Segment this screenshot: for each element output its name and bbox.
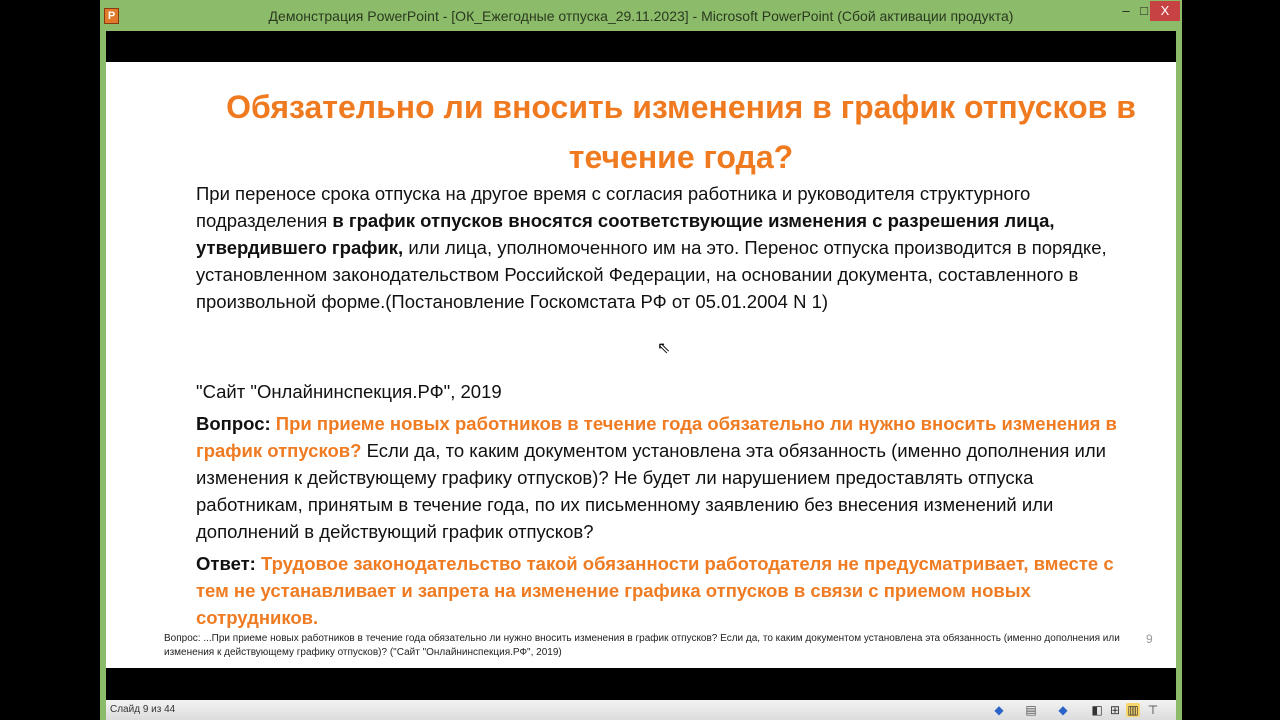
answer-highlight: Трудовое законодательство такой обязанности работодателя не предусматривает, вместе с тем не устанавливает и запрета на изменение графика отпусков в связи с приемом новых сотрудников. (196, 553, 1114, 628)
question-text: Если да, то каким документом установлена эта обязанность (именно дополнения или изменения к действующему графику отпусков)? Не будет ли нарушением предоставлять отпуска работникам, принятым в течение года, по их письменному заявлению без внесения изменений или дополнений в действующий график отпусков? (196, 440, 1106, 542)
answer-label: Ответ: (196, 553, 256, 574)
bottom-letterbox (106, 668, 1176, 700)
text: При переносе срока отпуска на другое время с согласия работника и руководителя структурного подразделения (196, 183, 1031, 231)
text: или лица, уполномоченного им на это. Перенос отпуска производится в порядке, установленном законодательством Российской Федерации, на основании документа, составленного в произвольной форме.(Постановление Госкомстата РФ от 05.01.2004 N 1) (196, 237, 1107, 312)
slide[interactable] (106, 62, 1176, 668)
question-label: Вопрос: (196, 413, 271, 434)
slide-title: Обязательно ли вносить изменения в график отпусков в течение года? (226, 89, 1136, 175)
slide-page-number: 9 (1146, 632, 1153, 646)
next-slide-icon[interactable]: ◆ (1058, 703, 1068, 717)
close-button[interactable]: X (1150, 1, 1180, 21)
answer-paragraph (164, 550, 1124, 631)
question-paragraph (164, 410, 1124, 545)
powerpoint-window (100, 0, 1182, 720)
window-title: Демонстрация PowerPoint - [ОК_Ежегодные отпуска_29.11.2023] - Microsoft PowerPoint (Сбой активации продукта) (268, 8, 1014, 24)
previous-slide-icon[interactable]: ◆ (994, 703, 1004, 717)
status-bar (106, 700, 1176, 720)
question-highlight: При приеме новых работников в течение года обязательно ли нужно вносить изменения в график отпусков? (196, 413, 1117, 461)
normal-view-icon[interactable]: ◧ (1091, 703, 1103, 717)
maximize-button[interactable]: □ (1140, 3, 1148, 18)
powerpoint-app-icon[interactable]: P (104, 8, 119, 24)
slide-footnote: Вопрос: ...При приеме новых работников в течение года обязательно ли нужно вносить изменения в график отпусков? Если да, то каким документом установлена эта обязанность (именно дополнения или изменения к действующему графику отпусков)? ("Сайт "Онлайнинспекция.РФ", 2019) (164, 633, 1120, 658)
paragraph-transfer (164, 180, 1124, 315)
mouse-cursor-icon: ⇖ (657, 340, 671, 357)
top-letterbox (106, 31, 1176, 62)
slide-sorter-icon[interactable]: ⊞ (1109, 703, 1121, 717)
title-bar (100, 0, 1182, 31)
reading-view-icon[interactable]: ▥ (1127, 703, 1139, 717)
source-line: "Сайт "Онлайнинспекция.РФ", 2019 (196, 381, 502, 402)
bold-text: в график отпусков вносятся соответствующие изменения с разрешения лица, утвердившего график, (196, 210, 1055, 258)
menu-icon[interactable]: ▤ (1025, 703, 1037, 717)
slideshow-icon[interactable]: ⊤ (1147, 703, 1159, 717)
slide-counter: Слайд 9 из 44 (110, 704, 176, 715)
minimize-button[interactable]: – (1122, 3, 1130, 18)
